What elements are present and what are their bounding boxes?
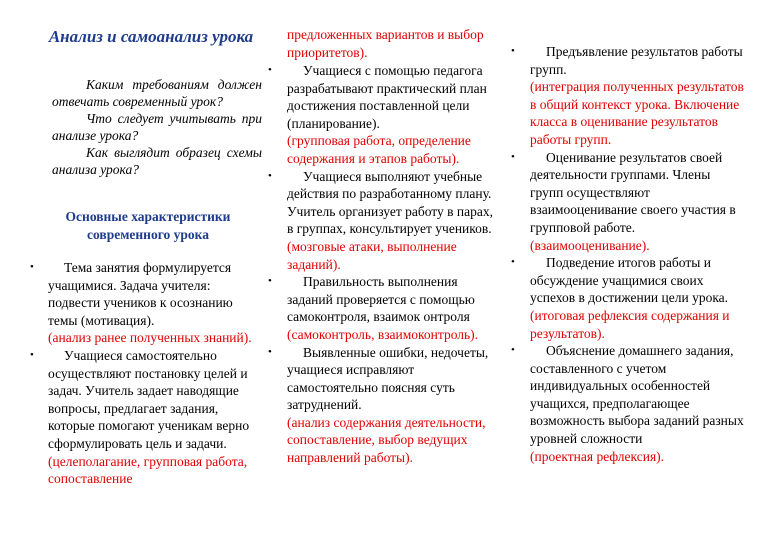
- item-text: Правильность выполнения заданий проверяется с помощью самоконтроля, взаимок онтроля: [287, 274, 475, 325]
- list-item: [511, 342, 746, 465]
- list-item: [30, 347, 260, 488]
- item-note: (интеграция полученных результатов в общий контекст урока. Включение класса в оценивание результатов работы групп.: [530, 79, 744, 147]
- item-text: Учащиеся самостоятельно осуществляют постановку целей и задач. Учитель задает наводящие вопросы, предлагает задания, которые помогают ученикам верно сформулировать цель и задачи.: [48, 347, 250, 451]
- question-2: Что следует учитывать при анализе урока?: [52, 111, 262, 143]
- guiding-questions: [52, 76, 262, 178]
- item-text: Оценивание результатов своей деятельности группами. Члены групп осуществляют взаимооценивание своего участия в групповой работе.: [530, 149, 736, 235]
- list-item: [268, 344, 499, 467]
- item-note: (анализ содержания деятельности, сопоставление, выбор ведущих направлений работы).: [287, 414, 486, 466]
- list-item: [268, 273, 499, 343]
- bullet-icon: •: [268, 169, 272, 182]
- list-item: [511, 43, 746, 149]
- characteristics-list-column-3: [511, 43, 746, 465]
- characteristics-list-column-1: [30, 259, 260, 488]
- item-note: (взаимооценивание).: [530, 237, 650, 253]
- item-text: Выявленные ошибки, недочеты, учащиеся исправляют самостоятельно поясняя суть затруднений.: [287, 344, 489, 413]
- item-text: Объяснение домашнего задания, составленного с учетом индивидуальных особенностей учащихся, предполагающее возможность выбора заданий разных уровней сложности: [530, 343, 744, 447]
- section-subtitle: Основные характеристики современного урока: [65, 209, 231, 242]
- bullet-icon: •: [30, 261, 34, 273]
- bullet-icon: •: [511, 45, 515, 57]
- question-1: Каким требованиям должен отвечать современный урок?: [52, 77, 262, 109]
- bullet-icon: •: [268, 64, 272, 76]
- list-item: [268, 168, 499, 274]
- bullet-icon: •: [30, 348, 34, 361]
- item-note: (проектная рефлексия).: [530, 448, 665, 464]
- item-note: (групповая работа, определение содержания и этапов работы).: [287, 133, 471, 166]
- question-3: Как выглядит образец схемы анализа урока?: [52, 145, 262, 177]
- list-item: [268, 62, 499, 168]
- item-note: (анализ ранее полученных знаний).: [48, 330, 252, 346]
- item-text: Подведение итогов работы и обсуждение учащимися своих успехов в достижении цели урока.: [530, 255, 729, 306]
- bullet-icon: •: [511, 256, 515, 269]
- item-note: (самоконтроль, взаимоконтроль).: [287, 326, 479, 342]
- item-text: Предъявление результатов работы групп.: [530, 44, 743, 77]
- bullet-icon: •: [511, 344, 515, 357]
- list-item: [511, 254, 746, 342]
- item-note: (мозговые атаки, выполнение заданий).: [287, 238, 457, 272]
- item-text: Тема занятия формулируется учащимися. Задача учителя: подвести учеников к осознанию темы (мотивация).: [48, 260, 233, 328]
- list-item: [511, 149, 746, 255]
- item-note: (целеполагание, групповая работа, сопоставление: [48, 453, 248, 487]
- bullet-icon: •: [268, 275, 272, 288]
- bullet-icon: •: [268, 345, 272, 358]
- item-note: (итоговая рефлексия содержания и результатов).: [530, 307, 730, 341]
- item-text: Учащиеся с помощью педагога разрабатывают практический план достижения поставленной цели (планирование).: [287, 63, 487, 131]
- continued-note: предложенных вариантов и выбор приоритетов).: [287, 27, 484, 60]
- list-item: [30, 259, 260, 347]
- bullet-icon: •: [511, 150, 515, 163]
- characteristics-list-column-2: [268, 62, 499, 467]
- page-title: Анализ и самоанализ урока: [48, 27, 254, 46]
- item-text: Учащиеся выполняют учебные действия по разработанному плану. Учитель организует работу в парах, в группах, консультирует учеников.: [287, 168, 493, 237]
